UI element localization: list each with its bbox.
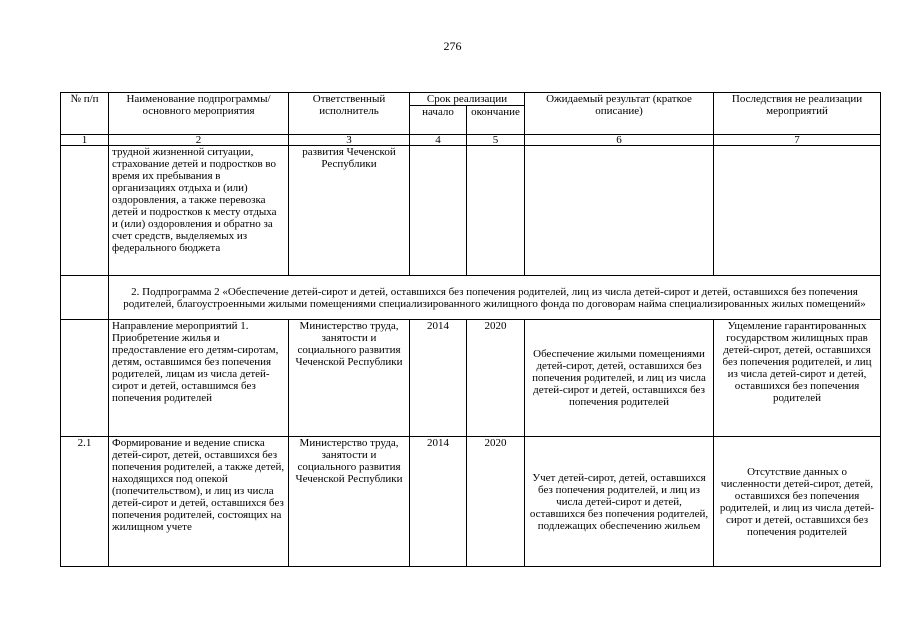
- row-start: 2014: [410, 320, 467, 437]
- row-consequences: [714, 146, 881, 276]
- row-executor: развития Чеченской Республики: [289, 146, 410, 276]
- row-result: [525, 146, 714, 276]
- header-consequences: Последствия не реализации мероприятий: [714, 93, 881, 135]
- subprogram-row: [61, 276, 881, 320]
- header-executor: Ответственный исполнитель: [289, 93, 410, 135]
- row-name: Направление мероприятий 1. Приобретение жилья и предоставление его детям-сиротам, детям, оставшимся без попечения родителей, лицам из числа детей-сирот и детей, оставшимся без попечения родителей: [109, 320, 289, 437]
- row-num: 2.1: [61, 437, 109, 567]
- row-consequences: Ущемление гарантированных государством жилищных прав детей-сирот, детей, оставшихся без попечения родителей, и лиц из числа детей-сирот и детей, оставшихся без попечения родителей: [714, 320, 881, 437]
- subprogram-title: 2. Подпрограмма 2 «Обеспечение детей-сирот и детей, оставшихся без попечения родителей, лиц из числа детей-сирот и детей, оставшихся без попечения родителей, благоустроенными жилыми помещениями специализированного жилищного фонда по договорам найма специализированных жилых помещений»: [109, 276, 881, 320]
- program-table: [60, 92, 881, 567]
- col-number: 1: [61, 135, 109, 146]
- row-executor: Министерство труда, занятости и социального развития Чеченской Республики: [289, 320, 410, 437]
- row-end: [467, 146, 525, 276]
- row-result: Учет детей-сирот, детей, оставшихся без попечения родителей, и лиц из числа детей-сирот и детей, оставшихся без попечения родителей, подлежащих обеспечению жильем: [525, 437, 714, 567]
- header-term-end: окончание: [467, 106, 525, 135]
- header-num: № п/п: [61, 93, 109, 135]
- col-number: 2: [109, 135, 289, 146]
- row-end: 2020: [467, 320, 525, 437]
- row-executor: Министерство труда, занятости и социального развития Чеченской Республики: [289, 437, 410, 567]
- header-term-group: Срок реализации: [410, 93, 525, 106]
- page-number: 276: [443, 39, 462, 53]
- col-number: 3: [289, 135, 410, 146]
- row-num: [61, 146, 109, 276]
- row-name: трудной жизненной ситуации, страхование детей и подростков во время их пребывания в организациях отдыха и (или) оздоровления, а также перевозка детей и подростков к месту отдыха и (или) оздоровления и обратно за счет средств, выделяемых из федерального бюджета: [109, 146, 289, 276]
- header-result: Ожидаемый результат (краткое описание): [525, 93, 714, 135]
- col-number: 5: [467, 135, 525, 146]
- table-row: [61, 437, 881, 567]
- row-result: Обеспечение жилыми помещениями детей-сирот, детей, оставшихся без попечения родителей, и лиц из числа детей-сирот и детей, оставшихся без попечения родителей: [525, 320, 714, 437]
- column-numbers-row: [61, 135, 881, 146]
- row-num: [61, 320, 109, 437]
- col-number: 6: [525, 135, 714, 146]
- header-name: Наименование подпрограммы/ основного мероприятия: [109, 93, 289, 135]
- col-number: 4: [410, 135, 467, 146]
- header-term-start: начало: [410, 106, 467, 135]
- table-row: [61, 320, 881, 437]
- row-name: Формирование и ведение списка детей-сирот, детей, оставшихся без попечения родителей, а также детей, находящихся под опекой (попечительством), и лиц из числа детей-сирот и детей, оставшихся без попечения родителей, состоящих на жилищном учете: [109, 437, 289, 567]
- row-consequences: Отсутствие данных о численности детей-сирот, детей, оставшихся без попечения родителей, и лиц из числа детей-сирот и детей, оставшихся без попечения родителей: [714, 437, 881, 567]
- header-row: [61, 93, 881, 106]
- row-start: 2014: [410, 437, 467, 567]
- row-start: [410, 146, 467, 276]
- table-row: [61, 146, 881, 276]
- col-number: 7: [714, 135, 881, 146]
- row-end: 2020: [467, 437, 525, 567]
- subprogram-num-cell: [61, 276, 109, 320]
